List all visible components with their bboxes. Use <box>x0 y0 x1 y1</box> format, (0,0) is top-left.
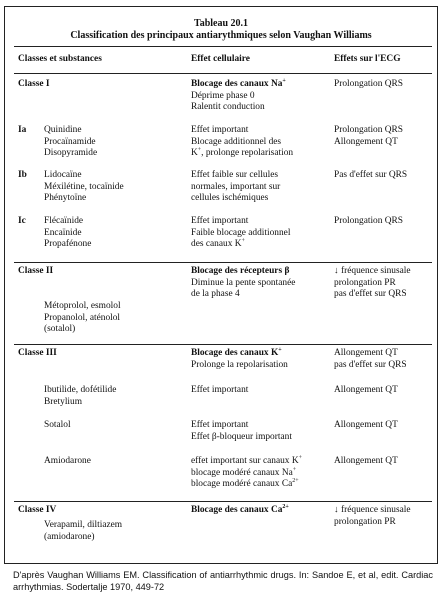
class-ia-ecg-2: Allongement QT <box>334 137 398 147</box>
class-i-effect-1: Déprime phase 0 <box>191 91 255 101</box>
class-ib-label: Ib <box>18 170 27 180</box>
class-iii-ecg-1: Allongement QT <box>334 348 398 358</box>
class-ii-sub-1: Métoprolol, esmolol <box>44 301 121 311</box>
class-iii-s1-sub-1: Ibutilide, dofétilide <box>44 385 117 395</box>
table-title: Tableau 20.1 <box>193 18 249 29</box>
class-iii-effect-head: Blocage des canaux K+ <box>191 347 282 358</box>
class-ic-effect-3: des canaux K+ <box>191 238 245 249</box>
class-ic-effect-2: Faible blocage additionnel <box>191 228 291 238</box>
footnote: D'après Vaughan Williams EM. Classification of antiarrhythmic drugs. In: Sandoe E, et al, edit. Cardiac arrhythmias. Sodertalje 1970, 449-72 <box>13 570 433 592</box>
class-ia-sub-3: Disopyramide <box>44 148 98 158</box>
header-effet: Effet cellulaire <box>191 54 250 64</box>
class-i-label: Classe I <box>18 79 50 89</box>
class-ic-sub-1: Flécaïnide <box>44 216 84 226</box>
class-ii-label: Classe II <box>18 266 54 276</box>
class-ii-sub-3: (sotalol) <box>44 324 76 334</box>
class-ii-effect-1: Diminue la pente spontanée <box>191 278 296 288</box>
class-ic-sub-2: Encaïnide <box>44 228 82 238</box>
header-top-rule <box>14 46 432 47</box>
class-ic-label: Ic <box>18 216 26 226</box>
class-iii-s3-effect-2: blocage modéré canaux Na+ <box>191 467 297 478</box>
class-iii-s1-effect: Effet important <box>191 385 249 395</box>
class-iii-s3-sub: Amiodarone <box>44 456 91 466</box>
class-ia-effect-3: K+, prolonge repolarisation <box>191 147 294 158</box>
class-i-ecg: Prolongation QRS <box>334 79 404 89</box>
class-ia-sub-1: Quinidine <box>44 125 82 135</box>
class-iii-s1-ecg: Allongement QT <box>334 385 398 395</box>
class-iii-effect-1: Prolonge la repolarisation <box>191 360 288 370</box>
class-ii-effect-2: de la phase 4 <box>191 289 240 299</box>
class-iii-s2-effect-1: Effet important <box>191 420 249 430</box>
class-ii-effect-head: Blocage des récepteurs β <box>191 266 290 276</box>
class-ib-sub-2: Méxilétine, tocaïnide <box>44 182 124 192</box>
class-ic-sub-3: Propafénone <box>44 239 92 249</box>
class-ib-sub-3: Phénytoïne <box>44 193 87 203</box>
class-ia-effect-1: Effet important <box>191 125 249 135</box>
class-iii-label: Classe III <box>18 348 57 358</box>
class-ii-ecg-2: prolongation PR <box>334 278 396 288</box>
header-classes: Classes et substances <box>18 54 102 64</box>
class-iii-ecg-2: pas d'effet sur QRS <box>334 360 407 370</box>
class-iii-s3-effect-1: effet important sur canaux K+ <box>191 455 302 466</box>
class-ii-ecg-1: ↓ fréquence sinusale <box>334 266 411 276</box>
class-ib-effect-2: normales, important sur <box>191 182 281 192</box>
header-ecg: Effets sur l'ECG <box>334 54 401 64</box>
class-iv-ecg-2: prolongation PR <box>334 517 396 527</box>
row-divider-iii <box>14 344 432 345</box>
class-i-effect-head: Blocage des canaux Na+ <box>191 78 286 89</box>
table-subtitle: Classification des principaux antiarythmiques selon Vaughan Williams <box>70 30 372 41</box>
class-ic-ecg-1: Prolongation QRS <box>334 216 404 226</box>
class-ia-sub-2: Procaïnamide <box>44 137 96 147</box>
class-iv-sub-2: (amiodarone) <box>44 532 95 542</box>
class-ib-effect-1: Effet faible sur cellules <box>191 170 279 180</box>
class-iv-sub-1: Verapamil, diltiazem <box>44 520 123 530</box>
class-ii-ecg-3: pas d'effet sur QRS <box>334 289 407 299</box>
class-iv-effect-head: Blocage des canaux $Ca^{2+}$ <box>191 504 289 515</box>
class-ib-ecg-1: Pas d'effet sur QRS <box>334 170 408 180</box>
class-iii-s1-sub-2: Bretylium <box>44 397 83 407</box>
class-ia-ecg-1: Prolongation QRS <box>334 125 404 135</box>
row-divider-iv <box>14 501 432 502</box>
header-bottom-rule <box>14 73 432 74</box>
class-iii-s2-effect-2: Effet β-bloqueur important <box>191 432 292 442</box>
class-ib-sub-1: Lidocaïne <box>44 170 82 180</box>
class-iv-label: Classe IV <box>18 505 57 515</box>
row-divider-ii <box>14 262 432 263</box>
class-iii-s2-ecg: Allongement QT <box>334 420 398 430</box>
class-ia-effect-2: Blocage additionnel des <box>191 137 282 147</box>
class-ic-effect-1: Effet important <box>191 216 249 226</box>
class-ib-effect-3: cellules ischémiques <box>191 193 269 203</box>
class-iv-ecg-1: ↓ fréquence sinusale <box>334 505 411 515</box>
class-ia-label: Ia <box>18 125 27 135</box>
class-i-effect-2: Ralentit conduction <box>191 102 265 112</box>
class-ii-sub-2: Propanolol, aténolol <box>44 313 121 323</box>
class-iii-s3-effect-3: blocage modéré canaux $Ca^{2+}$ <box>191 478 299 489</box>
class-iii-s2-sub: Sotalol <box>44 420 71 430</box>
class-iii-s3-ecg: Allongement QT <box>334 456 398 466</box>
